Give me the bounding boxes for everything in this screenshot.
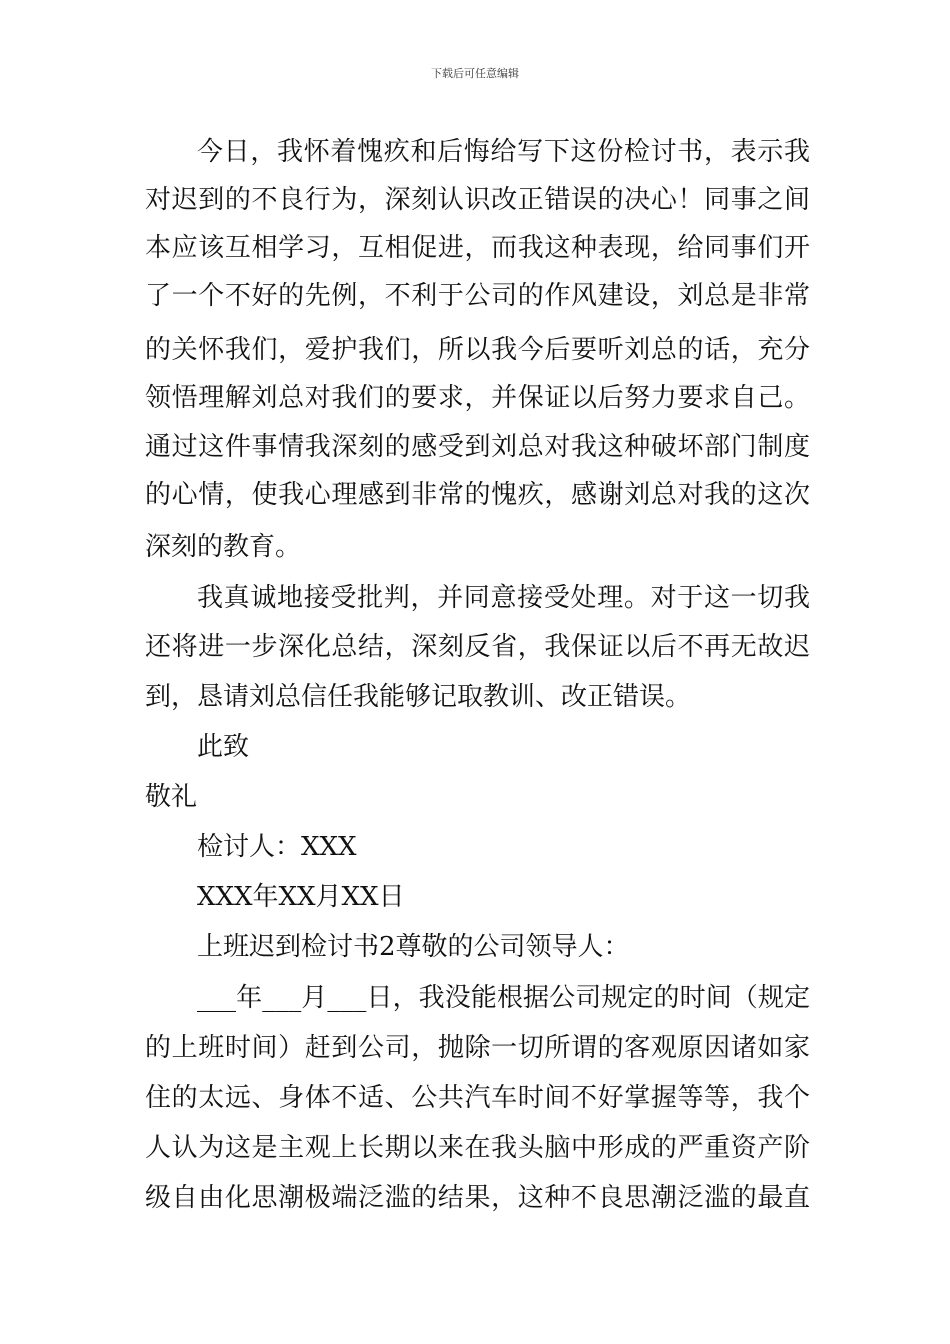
paragraph-line: 我真诚地接受批判，并同意接受处理。对于这一切我 (197, 583, 810, 613)
paragraph-line: 还将进一步深化总结，深刻反省，我保证以后不再无故迟 (145, 632, 810, 662)
closing-regards: 敬礼 (145, 782, 198, 812)
paragraph-line: ___年___月___日，我没能根据公司规定的时间（规定 (197, 983, 810, 1013)
paragraph-line: 领悟理解刘总对我们的要求，并保证以后努力要求自己。 (145, 383, 810, 413)
paragraph-line: 深刻的教育。 (145, 532, 302, 562)
paragraph-line: 本应该互相学习，互相促进，而我这种表现，给同事们开 (145, 233, 810, 263)
paragraph-line: 了一个不好的先例，不利于公司的作风建设，刘总是非常 (145, 281, 810, 311)
paragraph-line: 人认为这是主观上长期以来在我头脑中形成的严重资产阶 (145, 1133, 810, 1163)
paragraph-line: 级自由化思潮极端泛滥的结果，这种不良思潮泛滥的最直 (145, 1183, 810, 1213)
paragraph-line: 到，恳请刘总信任我能够记取教训、改正错误。 (145, 682, 692, 712)
page-header: 下载后可任意编辑 (431, 67, 519, 80)
paragraph-line: 今日，我怀着愧疚和后悔给写下这份检讨书，表示我 (197, 137, 810, 167)
paragraph-line: 对迟到的不良行为，深刻认识改正错误的决心！同事之间 (145, 185, 810, 215)
paragraph-line: 通过这件事情我深刻的感受到刘总对我这种破坏部门制度 (145, 432, 810, 462)
section-heading: 上班迟到检讨书2尊敬的公司领导人： (197, 932, 630, 962)
date-line: XXX年XX月XX日 (197, 882, 405, 912)
paragraph-line: 的上班时间）赶到公司，抛除一切所谓的客观原因诸如家 (145, 1033, 810, 1063)
signature-line: 检讨人：XXX (197, 832, 357, 862)
closing-salutation: 此致 (197, 732, 250, 762)
paragraph-line: 的关怀我们，爱护我们，所以我今后要听刘总的话，充分 (145, 335, 810, 365)
paragraph-line: 住的太远、身体不适、公共汽车时间不好掌握等等，我个 (145, 1083, 810, 1113)
paragraph-line: 的心情，使我心理感到非常的愧疚，感谢刘总对我的这次 (145, 480, 810, 510)
